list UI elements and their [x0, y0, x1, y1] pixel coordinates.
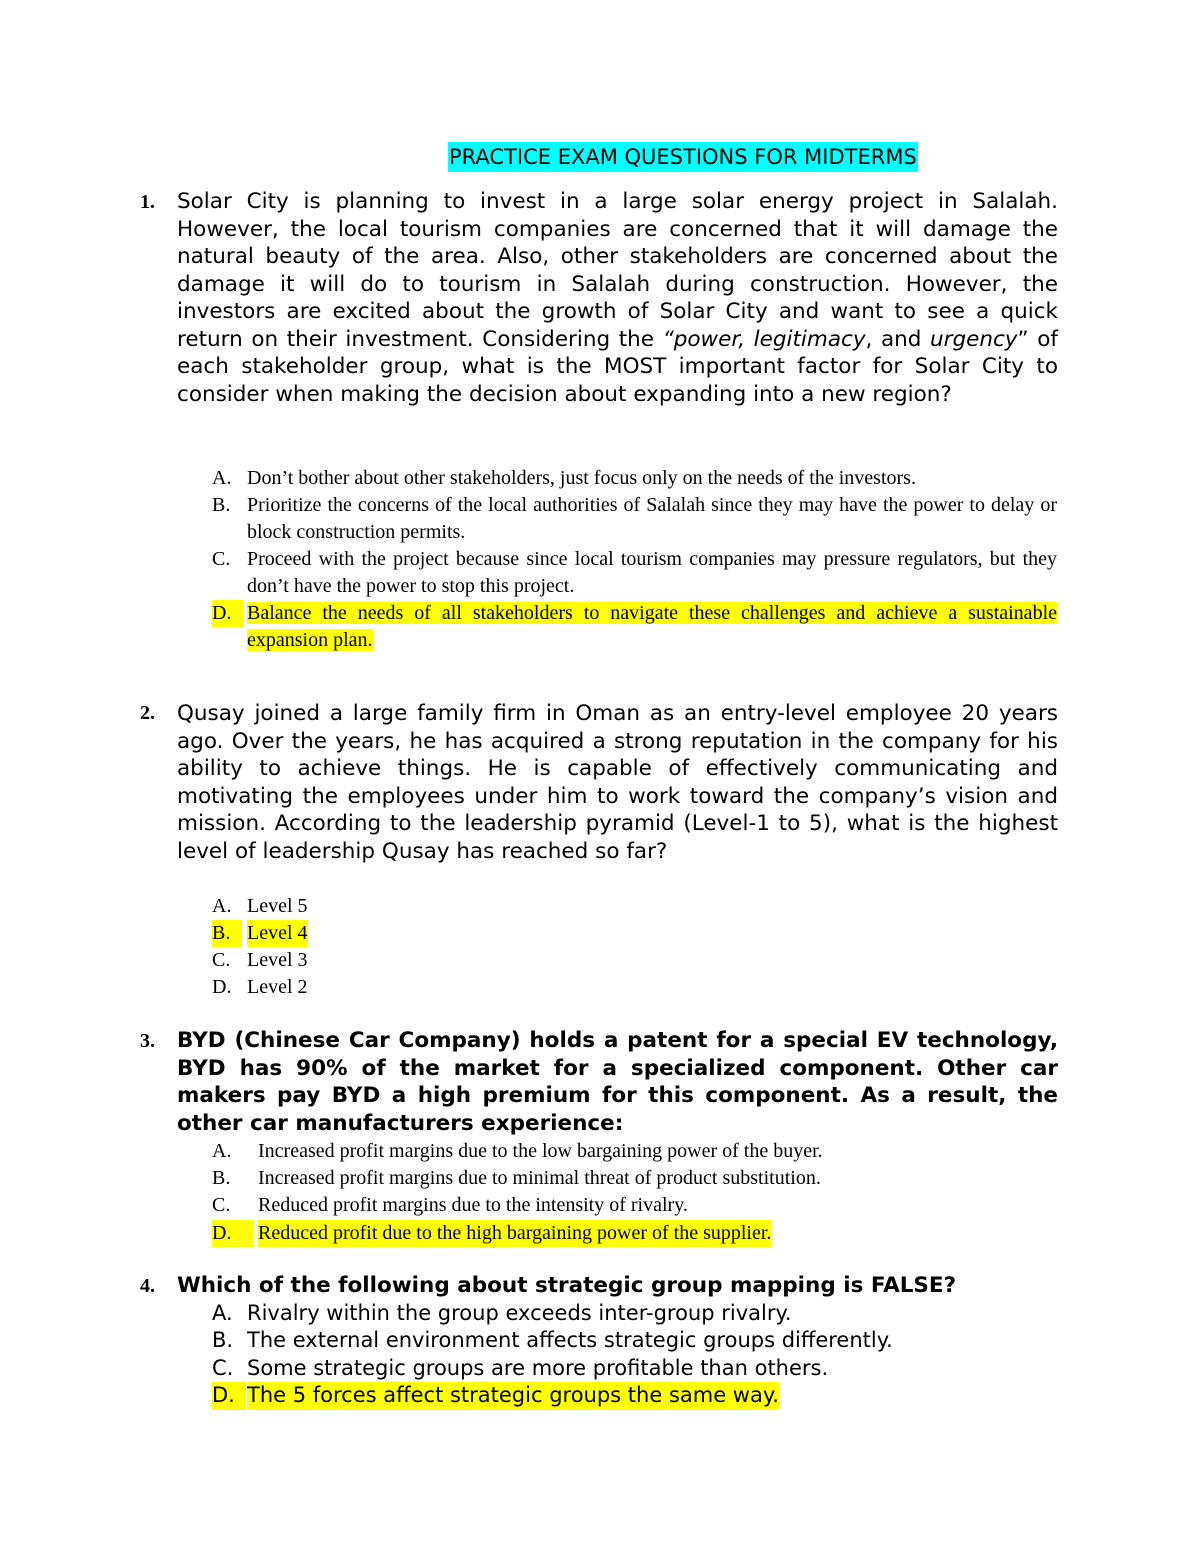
question-1-stem-italic: “power, legitimacy — [662, 326, 866, 352]
page-title: PRACTICE EXAM QUESTIONS FOR MIDTERMS — [448, 142, 918, 172]
question-1-stem-text: ” of each stakeholder group, what is the MOST important factor for Solar City to consider when making the decision about expanding into a new region? — [177, 326, 1058, 407]
highlighted-answer: The 5 forces affect strategic groups the same way. — [247, 1382, 779, 1410]
option-text: Prioritize the concerns of the local authorities of Salalah since they may have the power to delay or block construction permits. — [247, 494, 1057, 543]
option-letter: A. — [212, 467, 232, 489]
question-3-stem: BYD (Chinese Car Company) holds a patent for a special EV technology, BYD has 90% of the market for a specialized component. Other car makers pay BYD a high premium for this component. As a result, the other car manufacturers experience: — [177, 1028, 1058, 1136]
option-text: Proceed with the project because since local tourism companies may pressure regulators, but they don’t have the power to stop this project. — [247, 548, 1057, 597]
option-text: Rivalry within the group exceeds inter-group rivalry. — [247, 1301, 792, 1325]
option-text: Don’t bother about other stakeholders, just focus only on the needs of the investors. — [247, 467, 916, 489]
option-letter: A. — [212, 895, 232, 917]
question-1-number: 1. — [140, 191, 155, 213]
option-letter: C. — [212, 949, 231, 971]
option-letter: C. — [212, 548, 231, 570]
highlighted-answer: Level 4 — [247, 920, 308, 947]
option-letter: D. — [212, 600, 243, 627]
highlighted-answer: Reduced profit due to the high bargaining power of the supplier. — [258, 1220, 771, 1247]
option-text: Level 5 — [247, 895, 308, 917]
question-4-number: 4. — [140, 1275, 155, 1297]
option-text: Level 3 — [247, 949, 308, 971]
question-1-stem-text: Solar City is planning to invest in a large solar energy project in Salalah. However, the local tourism companies are concerned that it will damage the natural beauty of the area. Also, other stakeholders are concerned about the damage it will do to tourism in Salalah during construction. However, the investors are excited about the growth of Solar City and want to see a quick return on their investment. Considering the — [177, 189, 1058, 352]
option-letter: B. — [212, 1328, 234, 1352]
question-1-stem — [177, 188, 1058, 408]
option-text: Reduced profit margins due to the intensity of rivalry. — [258, 1194, 688, 1216]
option-letter: B. — [212, 494, 231, 516]
option-text: The external environment affects strategic groups differently. — [247, 1328, 893, 1352]
option-letter: A. — [212, 1301, 233, 1325]
option-letter: B. — [212, 1167, 231, 1189]
option-text: Level 2 — [247, 976, 308, 998]
option-letter: D. — [212, 1382, 246, 1410]
question-1-stem-italic: urgency — [930, 326, 1018, 352]
option-letter: D. — [212, 1220, 254, 1247]
option-letter: A. — [212, 1140, 232, 1162]
option-text — [247, 600, 1057, 654]
question-2-stem: Qusay joined a large family firm in Oman as an entry-level employee 20 years ago. Over the years, he has acquired a strong reputation in the company for his ability to achieve things. He is capable of effectively communicating and motivating the employees under him to work toward the company’s vision and mission. According to the leadership pyramid (Level-1 to 5), what is the highest level of leadership Qusay has reached so far? — [177, 701, 1058, 864]
option-text: Increased profit margins due to minimal threat of product substitution. — [258, 1167, 821, 1189]
option-letter: C. — [212, 1194, 231, 1216]
option-text: Some strategic groups are more profitable than others. — [247, 1356, 829, 1380]
option-text: Increased profit margins due to the low bargaining power of the buyer. — [258, 1140, 823, 1162]
question-1-stem-text: , and — [865, 326, 931, 352]
question-3-number: 3. — [140, 1030, 155, 1052]
option-letter: D. — [212, 976, 232, 998]
question-2-number: 2. — [140, 702, 155, 724]
option-letter: C. — [212, 1356, 234, 1380]
highlighted-answer: Balance the needs of all stakeholders to navigate these challenges and achieve a sustainable expansion plan. — [247, 602, 1057, 651]
question-4-stem: Which of the following about strategic group mapping is FALSE? — [177, 1273, 957, 1298]
option-letter: B. — [212, 920, 242, 947]
